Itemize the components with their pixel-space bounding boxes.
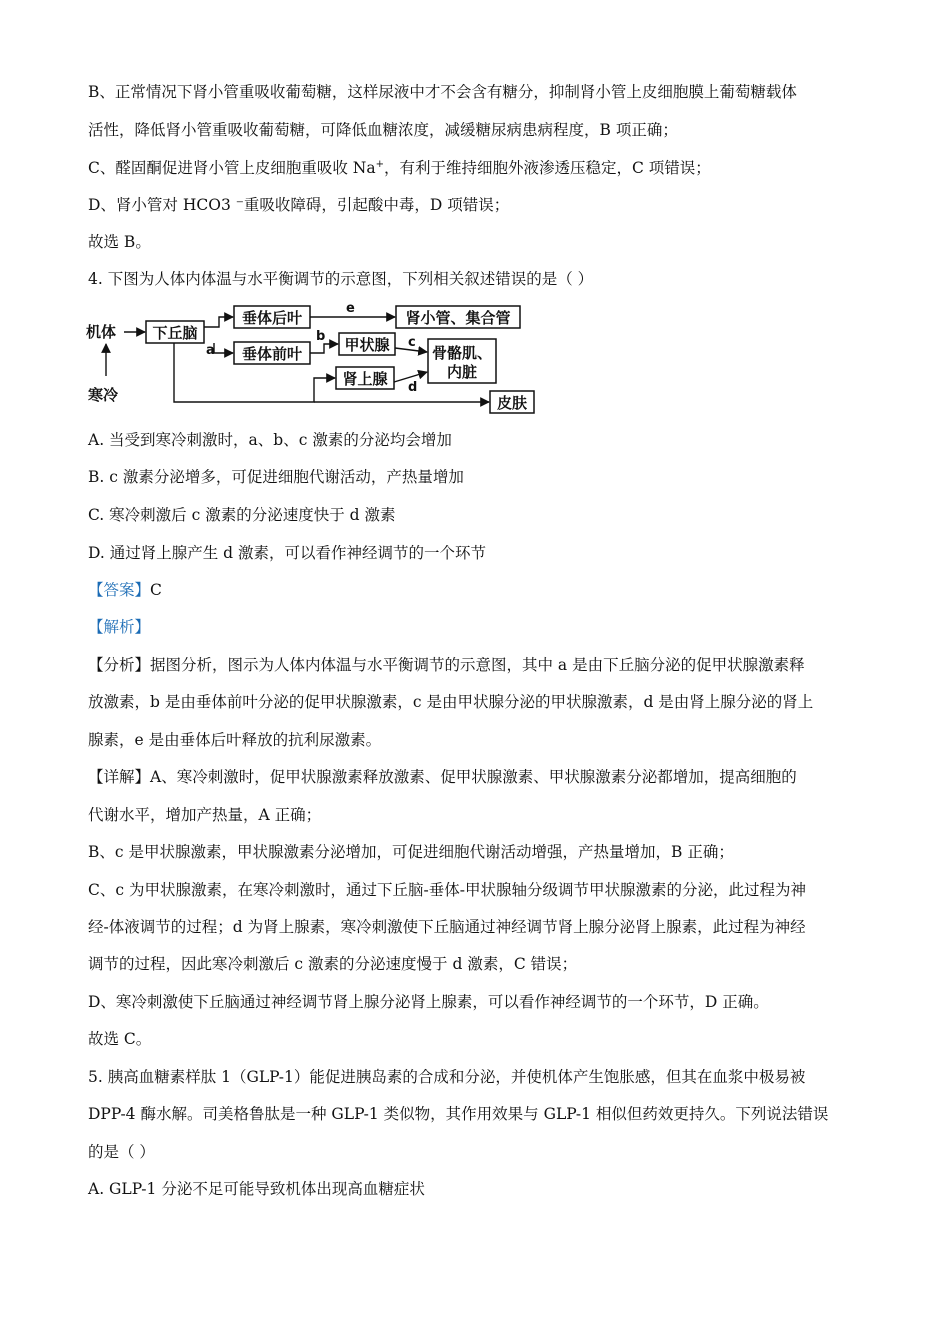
hormone-a: a [206,343,215,358]
option-d: D. 通过肾上腺产生 d 激素，可以看作神经调节的一个环节 [88,544,487,562]
text-line: 放激素，b 是由垂体前叶分泌的促甲状腺激素，c 是由甲状腺分泌的甲状腺激素，d 是由肾上腺分泌的肾上 [88,693,814,711]
hormone-e: e [346,301,355,316]
text-line: 经-体液调节的过程；d 为肾上腺素，寒冷刺激使下丘脑通过神经调节肾上腺分泌肾上腺素，此过程为神经 [88,918,806,936]
question-4-stem: 4. 下图为人体内体温与水平衡调节的示意图，下列相关叙述错误的是（ ） [88,270,594,288]
text-line: 【详解】A、寒冷刺激时，促甲状腺激素释放激素、促甲状腺激素、甲状腺激素分泌都增加，提高细胞的 [88,768,797,786]
text-line: D、寒冷刺激使下丘脑通过神经调节肾上腺分泌肾上腺素，可以看作神经调节的一个环节，D 正确。 [88,993,769,1011]
superscript: + [375,158,384,170]
question-5-stem: 5. 胰高血糖素样肽 1（GLP-1）能促进胰岛素的合成和分泌，并使机体产生饱胀感，但其在血浆中极易被 [88,1068,806,1086]
label-shenxiaoguan: 肾小管、集合管 [405,309,511,327]
option-c: C. 寒冷刺激后 c 激素的分泌速度快于 d 激素 [88,506,396,524]
text-line: D、肾小管对 HCO3 ⁻重吸收障碍，引起酸中毒，D 项错误； [88,196,510,214]
text-line: 调节的过程，因此寒冷刺激后 c 激素的分泌速度慢于 d 激素，C 错误； [88,955,578,973]
text-line: 故选 C。 [88,1030,152,1048]
text-line: B、正常情况下肾小管重吸收葡萄糖，这样尿液中才不会含有糖分，抑制肾小管上皮细胞膜上葡萄糖载体 [88,83,797,101]
answer-label: 【答案】 [88,581,151,599]
text-span: ，有利于维持细胞外液渗透压稳定，C 项错误； [383,159,711,177]
label-chuitihouye: 垂体后叶 [241,309,303,327]
question-5-stem: 的是（ ） [88,1143,155,1161]
text-span: C、醛固酮促进肾小管上皮细胞重吸收 Na [88,159,376,177]
label-xiaqiunao: 下丘脑 [152,324,198,342]
question-5-stem: DPP-4 酶水解。司美格鲁肽是一种 GLP-1 类似物，其作用效果与 GLP-1 相似但药效更持久。下列说法错误 [88,1105,829,1123]
text-line: 腺素，e 是由垂体后叶释放的抗利尿激素。 [88,731,382,749]
arrow-xiaqiunao-houye [204,317,233,327]
label-jiti: 机体 [86,323,117,341]
arrow-qianye-jiazhuangxian [310,344,338,353]
label-jiazhuangxian: 甲状腺 [344,336,390,354]
text-line: 活性，降低肾小管重吸收葡萄糖，可降低血糖浓度，减缓糖尿病患病程度，B 项正确； [88,121,678,139]
option-b: B. c 激素分泌增多，可促进细胞代谢活动，产热量增加 [88,468,464,486]
hormone-b: b [316,329,326,344]
label-shenshangxian: 肾上腺 [342,370,388,388]
label-guge-1: 骨骼肌、 [431,344,493,362]
hormone-c: c [408,335,416,350]
text-line: 代谢水平，增加产热量，A 正确； [88,806,322,824]
label-chuitiqianye: 垂体前叶 [241,345,303,363]
text-line [88,158,711,178]
text-line: B、c 是甲状腺激素，甲状腺激素分泌增加，可促进细胞代谢活动增强，产热量增加，B 正确； [88,843,734,861]
analysis-heading: 【解析】 [88,618,151,636]
label-hanleng: 寒冷 [88,386,119,404]
label-pifu: 皮肤 [496,394,528,412]
option-a: A. 当受到寒冷刺激时，a、b、c 激素的分泌均会增加 [88,431,452,449]
label-guge-2: 内脏 [446,363,478,381]
answer-line [88,580,162,600]
option-a: A. GLP-1 分泌不足可能导致机体出现高血糖症状 [88,1180,425,1198]
hormone-d: d [408,380,418,395]
arrow-xiaqiunao-qianye [214,343,233,353]
regulation-diagram [84,296,544,420]
text-line: 故选 B。 [88,233,151,251]
text-line: C、c 为甲状腺激素，在寒冷刺激时，通过下丘脑-垂体-甲状腺轴分级调节甲状腺激素的分泌，此过程为神 [88,881,806,899]
answer-value: C [150,581,162,599]
text-line: 【分析】据图分析，图示为人体内体温与水平衡调节的示意图，其中 a 是由下丘脑分泌的促甲状腺激素释 [88,656,805,674]
